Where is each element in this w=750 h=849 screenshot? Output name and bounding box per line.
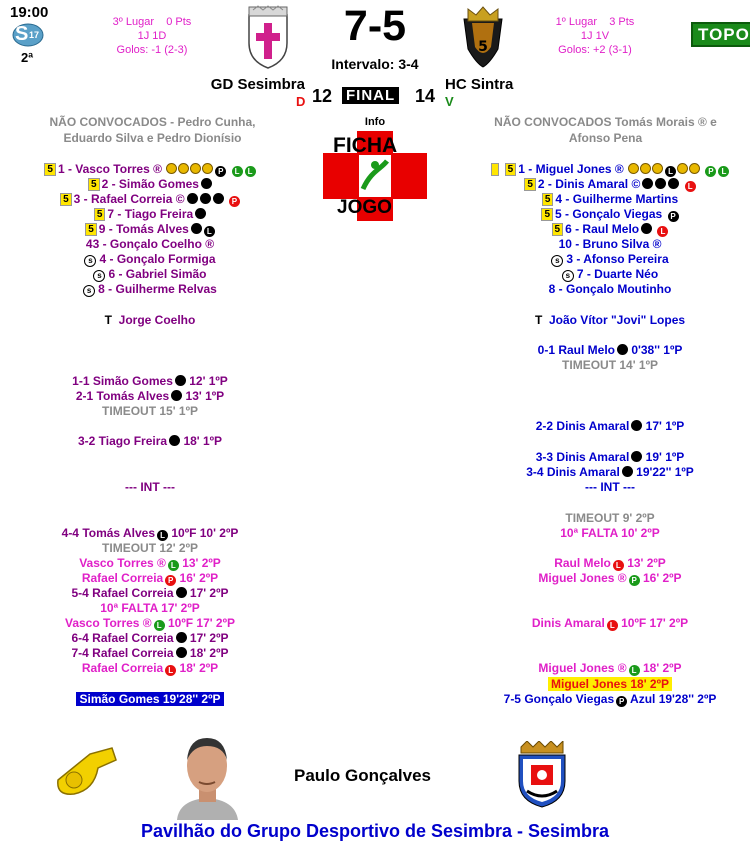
whistle-icon: [50, 740, 120, 800]
match-score: 7-5: [343, 2, 407, 50]
home-event: Rafael Correia L 18' 2ºP: [81, 661, 219, 675]
home-crest: [243, 5, 293, 69]
away-event: 0-1 Raul Melo 0'38'' 1ºP: [537, 343, 683, 357]
home-team-name[interactable]: GD Sesimbra: [210, 76, 305, 93]
top-button[interactable]: TOPO: [691, 25, 750, 45]
away-event: 10ª FALTA 10' 2ºP: [560, 526, 660, 540]
home-total: 12: [312, 86, 333, 106]
home-result-letter: D: [296, 94, 306, 109]
away-result-letter: V: [445, 94, 454, 109]
away-coach: T João Vítor "Jovi" Lopes: [534, 313, 686, 327]
away-event: Raul Melo L 13' 2ºP: [554, 556, 666, 570]
away-event: 2-2 Dinis Amaral 17' 1ºP: [535, 419, 685, 433]
home-player[interactable]: 5 1 - Vasco Torres ® P L L: [0, 162, 300, 177]
round-badge: S 17: [12, 23, 44, 47]
away-player[interactable]: 10 - Bruno Silva ®: [558, 237, 662, 251]
away-event-highlight: Miguel Jones 18' 2ºP: [455, 677, 750, 691]
away-event: TIMEOUT 14' 1ºP: [562, 358, 658, 372]
home-event: TIMEOUT 15' 1ºP: [102, 404, 198, 418]
away-event: Dinis Amaral L 10ºF 17' 2ºP: [531, 616, 689, 630]
home-event: Vasco Torres ® L 13' 2ºP: [79, 556, 221, 570]
away-interval: --- INT ---: [585, 480, 635, 494]
home-player[interactable]: 5 2 - Simão Gomes: [0, 177, 300, 191]
round-ordinal: 2ª: [21, 50, 34, 65]
home-player[interactable]: s 6 - Gabriel Simão: [0, 267, 300, 282]
away-absent: NÃO CONVOCADOS Tomás Morais ® e Afonso Pena: [494, 115, 717, 145]
home-event: Rafael Correia P 16' 2ºP: [81, 571, 219, 585]
away-player[interactable]: 5 6 - Raul Melo L: [455, 222, 750, 237]
away-player[interactable]: 5 2 - Dinis Amaral © L: [455, 177, 750, 192]
away-player[interactable]: s 3 - Afonso Pereira: [455, 252, 750, 267]
home-player[interactable]: s 4 - Gonçalo Formiga: [0, 252, 300, 267]
home-player[interactable]: 5 9 - Tomás Alves L: [0, 222, 300, 237]
home-event: TIMEOUT 12' 2ºP: [102, 541, 198, 555]
home-event: 2-1 Tomás Alves 13' 1ºP: [75, 389, 225, 403]
away-event: 3-3 Dinis Amaral 19' 1ºP: [535, 450, 685, 464]
home-absent: NÃO CONVOCADOS - Pedro Cunha, Eduardo Silva e Pedro Dionísio: [49, 115, 256, 145]
final-badge: FINAL: [342, 87, 399, 104]
away-event: Miguel Jones ® L 18' 2ºP: [538, 661, 682, 675]
home-event: 3-2 Tiago Freira 18' 1ºP: [77, 434, 223, 448]
home-coach: T Jorge Coelho: [104, 313, 196, 327]
away-event: 3-4 Dinis Amaral 19'22'' 1ºP: [526, 465, 694, 479]
home-event-highlight: Simão Gomes 19'28'' 2ºP: [0, 692, 300, 706]
away-player[interactable]: s 7 - Duarte Néo: [455, 267, 750, 282]
ficha-jogo-logo[interactable]: FICHA JOGO: [323, 131, 427, 221]
home-event: 6-4 Rafael Correia 17' 2ºP: [71, 631, 229, 645]
home-player[interactable]: 5 7 - Tiago Freira: [0, 207, 300, 221]
away-total: 14: [415, 86, 436, 106]
away-team-name[interactable]: HC Sintra: [445, 76, 514, 93]
home-player[interactable]: s 8 - Guilherme Relvas: [0, 282, 300, 297]
home-event: Vasco Torres ® L 10ºF 17' 2ºP: [64, 616, 235, 630]
city-crest: [515, 741, 569, 811]
home-player[interactable]: 5 3 - Rafael Correia © P: [0, 192, 300, 207]
venue: Pavilhão do Grupo Desportivo de Sesimbra - Sesimbra: [140, 821, 610, 841]
home-event: 10ª FALTA 17' 2ºP: [100, 601, 200, 615]
referee-photo: [175, 730, 240, 820]
away-player[interactable]: 5 4 - Guilherme Martins: [455, 192, 750, 206]
home-event: 5-4 Rafael Correia 17' 2ºP: [71, 586, 229, 600]
home-event: 7-4 Rafael Correia 18' 2ºP: [71, 646, 229, 660]
home-standing: 3º Lugar 0 Pts 1J 1D Golos: -1 (2-3): [112, 16, 192, 56]
away-player[interactable]: 5 1 - Miguel Jones ® L P L: [455, 162, 750, 177]
away-crest: [460, 5, 506, 69]
away-event: 7-5 Gonçalo Viegas P Azul 19'28'' 2ºP: [503, 692, 717, 706]
away-player[interactable]: 8 - Gonçalo Moutinho: [548, 282, 672, 296]
away-player[interactable]: 5 5 - Gonçalo Viegas P: [455, 207, 750, 222]
referee-name: Paulo Gonçalves: [294, 766, 431, 785]
away-standing: 1º Lugar 3 Pts 1J 1V Golos: +2 (3-1): [555, 16, 635, 56]
away-event: TIMEOUT 9' 2ºP: [565, 511, 655, 525]
away-event: Miguel Jones ® P 16' 2ºP: [538, 571, 682, 585]
halftime-score: Intervalo: 3-4: [331, 56, 419, 72]
home-event: 1-1 Simão Gomes 12' 1ºP: [72, 374, 228, 388]
kickoff-time: 19:00: [10, 4, 49, 21]
ficha-info-label: Info: [364, 116, 386, 128]
home-interval: --- INT ---: [125, 480, 175, 494]
home-player[interactable]: 43 - Gonçalo Coelho ®: [85, 237, 215, 251]
home-event: 4-4 Tomás Alves L 10ºF 10' 2ºP: [61, 526, 239, 540]
svg-text:5: 5: [478, 39, 488, 55]
